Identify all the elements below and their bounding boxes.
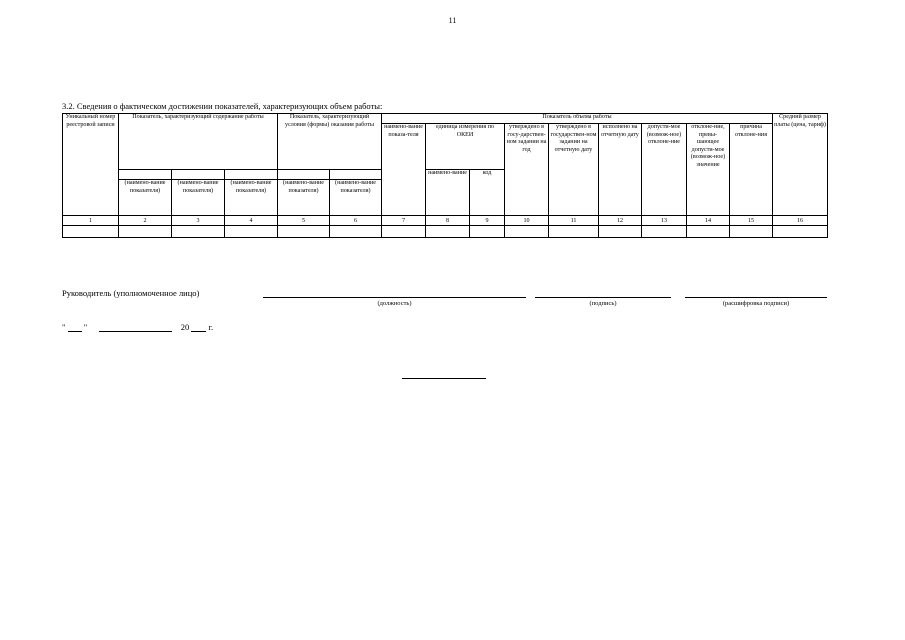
header-okei-code: код [470, 170, 505, 216]
header-executed: исполнено на отчетную дату [599, 124, 642, 216]
header-content-indicator: Показатель, характеризующий содержание работы [119, 114, 278, 170]
blank-cell [172, 170, 225, 180]
table-cell[interactable] [119, 226, 172, 238]
open-quote: " [62, 322, 66, 332]
header-sub-name-3: (наимено-вание показателя) [172, 180, 225, 216]
header-approved-state: утверждено в госу-дарствен-ном задании на год [505, 124, 549, 216]
column-number: 5 [278, 216, 330, 226]
header-exceeding-deviation: отклоне-ние, превы-шающее допусти-мое (возмож-ное) значение [687, 124, 730, 216]
table-cell[interactable] [730, 226, 773, 238]
date-line [62, 322, 213, 332]
column-number: 11 [549, 216, 599, 226]
footnote-separator [402, 378, 486, 379]
column-number: 3 [172, 216, 225, 226]
table-cell[interactable] [63, 226, 119, 238]
header-okei-name: наимено-вание [426, 170, 470, 216]
column-number: 14 [687, 216, 730, 226]
section-title: 3.2. Сведения о фактическом достижении показателей, характеризующих объем работы: [62, 101, 383, 111]
blank-cell [278, 170, 330, 180]
header-sub-name-5: (наимено-вание показателя) [278, 180, 330, 216]
header-approved-period: утверждено в государствен-ном задании на отчетную дату [549, 124, 599, 216]
header-avg-payment: Средний размер платы (цена, тариф) [773, 114, 828, 216]
month-blank[interactable] [99, 322, 172, 332]
signature-label: Руководитель (уполномоченное лицо) [62, 288, 200, 298]
close-quote: " [83, 322, 88, 332]
header-allowed-deviation: допусти-мое (возмож-ное) отклоне-ние [642, 124, 687, 216]
work-volume-table [62, 113, 828, 238]
page-number: 11 [448, 16, 457, 25]
column-number: 1 [63, 216, 119, 226]
column-number: 13 [642, 216, 687, 226]
year-blank[interactable] [191, 322, 206, 332]
column-number: 12 [599, 216, 642, 226]
year-prefix: 20 [180, 322, 190, 332]
position-caption: (должность) [377, 300, 412, 307]
signature-caption: (подпись) [589, 300, 617, 307]
table-cell[interactable] [505, 226, 549, 238]
header-indicator-name: наимено-вание показа-теля [382, 124, 426, 216]
table-row [63, 226, 828, 238]
signature-line[interactable] [535, 297, 671, 298]
column-number: 8 [426, 216, 470, 226]
decode-line[interactable] [685, 297, 827, 298]
header-sub-name-2: (наимено-вание показателя) [119, 180, 172, 216]
column-number: 4 [225, 216, 278, 226]
header-reason: причина отклоне-ния [730, 124, 773, 216]
table-cell[interactable] [773, 226, 828, 238]
table-cell[interactable] [599, 226, 642, 238]
table-cell[interactable] [687, 226, 730, 238]
blank-cell [225, 170, 278, 180]
blank-cell [119, 170, 172, 180]
column-number: 2 [119, 216, 172, 226]
position-line[interactable] [263, 297, 526, 298]
column-number: 16 [773, 216, 828, 226]
table-cell[interactable] [330, 226, 382, 238]
table-cell[interactable] [225, 226, 278, 238]
table-cell[interactable] [382, 226, 426, 238]
column-number-row [63, 216, 828, 226]
header-okei-unit: единица измерения по ОКЕИ [426, 124, 505, 170]
table-cell[interactable] [172, 226, 225, 238]
day-blank[interactable] [68, 322, 82, 332]
header-volume-group: Показатель объема работы [382, 114, 773, 124]
table-cell[interactable] [278, 226, 330, 238]
header-conditions-indicator: Показатель, характеризующий условия (формы) оказания работы [278, 114, 382, 170]
table-cell[interactable] [642, 226, 687, 238]
header-sub-name-6: (наимено-вание показателя) [330, 180, 382, 216]
column-number: 15 [730, 216, 773, 226]
column-number: 7 [382, 216, 426, 226]
column-number: 6 [330, 216, 382, 226]
header-registry: Уникальный номер реестровой записи [63, 114, 119, 216]
column-number: 9 [470, 216, 505, 226]
table-cell[interactable] [470, 226, 505, 238]
table-cell[interactable] [426, 226, 470, 238]
table-cell[interactable] [549, 226, 599, 238]
decode-caption: (расшифровка подписи) [722, 300, 790, 307]
year-suffix: г. [208, 322, 214, 332]
column-number: 10 [505, 216, 549, 226]
header-sub-name-4: (наимено-вание показателя) [225, 180, 278, 216]
blank-cell [330, 170, 382, 180]
